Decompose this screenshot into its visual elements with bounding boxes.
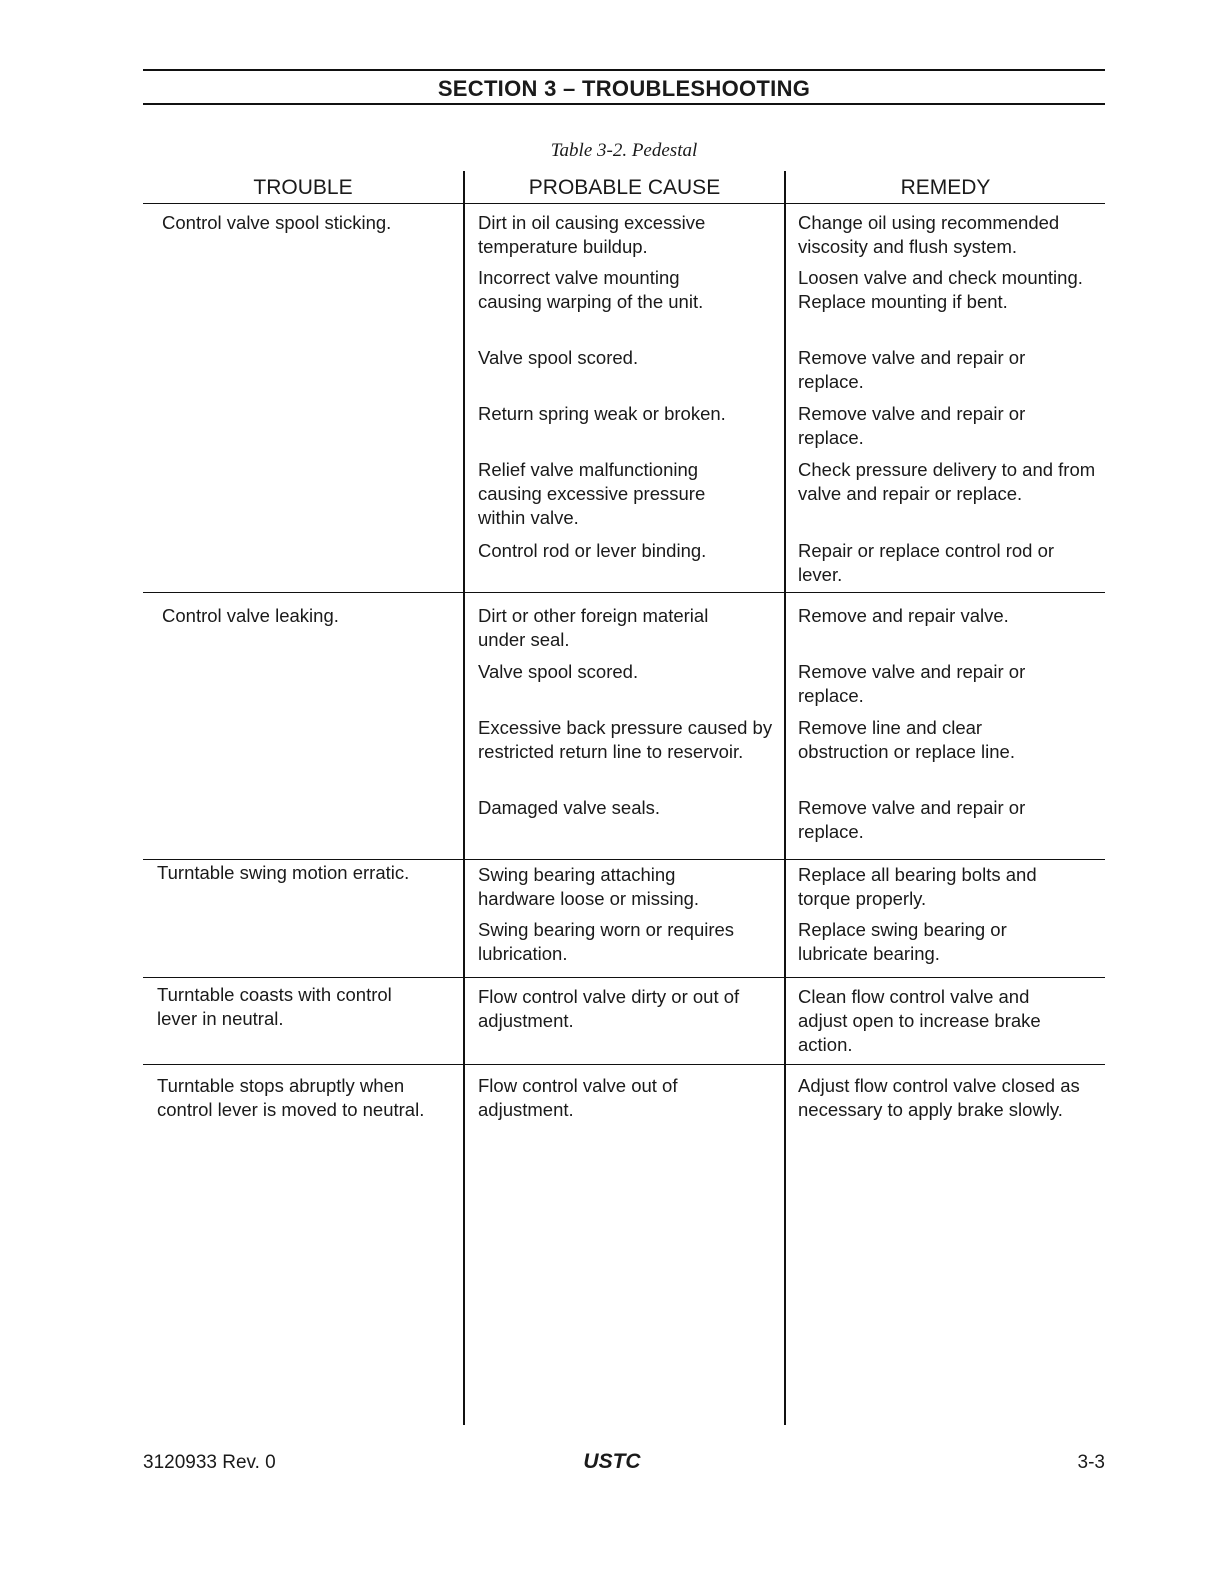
cause-cell: Excessive back pressure caused by restricted return line to reservoir.: [478, 717, 773, 762]
cause-cell: Valve spool scored.: [478, 347, 639, 368]
remedy-cell: Clean flow control valve and adjust open to increase brake action.: [798, 986, 1041, 1055]
cause-cell: Swing bearing attaching hardware loose or missing.: [478, 864, 700, 909]
column-divider: [784, 171, 786, 1425]
row-divider: [143, 1064, 1105, 1065]
column-divider: [463, 171, 465, 1425]
trouble-cell: Control valve spool sticking.: [162, 212, 392, 233]
cause-cell: Valve spool scored.: [478, 661, 639, 682]
cause-cell: Control rod or lever binding.: [478, 540, 707, 561]
trouble-cell: Turntable swing motion erratic.: [157, 862, 410, 883]
remedy-cell: Remove valve and repair or replace.: [798, 797, 1026, 842]
remedy-cell: Replace all bearing bolts and torque properly.: [798, 864, 1037, 909]
cause-cell: Return spring weak or broken.: [478, 403, 726, 424]
remedy-cell: Remove valve and repair or replace.: [798, 347, 1026, 392]
column-header-remedy: REMEDY: [900, 176, 991, 199]
remedy-cell: Remove and repair valve.: [798, 605, 1009, 626]
footer-doc-number: 3120933 Rev. 0: [143, 1452, 276, 1473]
remedy-cell: Remove valve and repair or replace.: [798, 661, 1026, 706]
cause-cell: Dirt or other foreign material under seal.: [478, 605, 709, 650]
remedy-cell: Replace swing bearing or lubricate bearing.: [798, 919, 1007, 964]
cause-cell: Flow control valve out of adjustment.: [478, 1075, 678, 1120]
cause-cell: Flow control valve dirty or out of adjustment.: [478, 986, 740, 1031]
cause-cell: Swing bearing worn or requires lubrication.: [478, 919, 735, 964]
footer-page-number: 3-3: [1077, 1452, 1105, 1473]
row-divider: [143, 592, 1105, 593]
row-divider: [143, 977, 1105, 978]
column-header-trouble: TROUBLE: [253, 176, 353, 199]
remedy-cell: Change oil using recommended viscosity and flush system.: [798, 212, 1060, 257]
cause-cell: Dirt in oil causing excessive temperature buildup.: [478, 212, 706, 257]
header-rule: [143, 203, 1105, 204]
cause-cell: Damaged valve seals.: [478, 797, 661, 818]
remedy-cell: Repair or replace control rod or lever.: [798, 540, 1055, 585]
trouble-cell: Control valve leaking.: [162, 605, 339, 626]
row-divider: [143, 859, 1105, 860]
remedy-cell: Check pressure delivery to and from valve and repair or replace.: [798, 459, 1096, 504]
cause-cell: Relief valve malfunctioning causing excessive pressure within valve.: [478, 459, 706, 528]
remedy-cell: Adjust flow control valve closed as necessary to apply brake slowly.: [798, 1075, 1080, 1120]
remedy-cell: Remove valve and repair or replace.: [798, 403, 1026, 448]
section-header: [143, 69, 1105, 105]
column-header-probable-cause: PROBABLE CAUSE: [528, 176, 721, 199]
cause-cell: Incorrect valve mounting causing warping of the unit.: [478, 267, 704, 312]
table-caption: Table 3-2. Pedestal: [550, 140, 698, 161]
section-title: SECTION 3 – TROUBLESHOOTING: [437, 76, 811, 101]
remedy-cell: Remove line and clear obstruction or replace line.: [798, 717, 1015, 762]
trouble-cell: Turntable coasts with control lever in neutral.: [157, 984, 392, 1029]
trouble-cell: Turntable stops abruptly when control lever is moved to neutral.: [157, 1075, 425, 1120]
remedy-cell: Loosen valve and check mounting. Replace mounting if bent.: [798, 267, 1083, 312]
footer-brand: USTC: [583, 1450, 641, 1473]
